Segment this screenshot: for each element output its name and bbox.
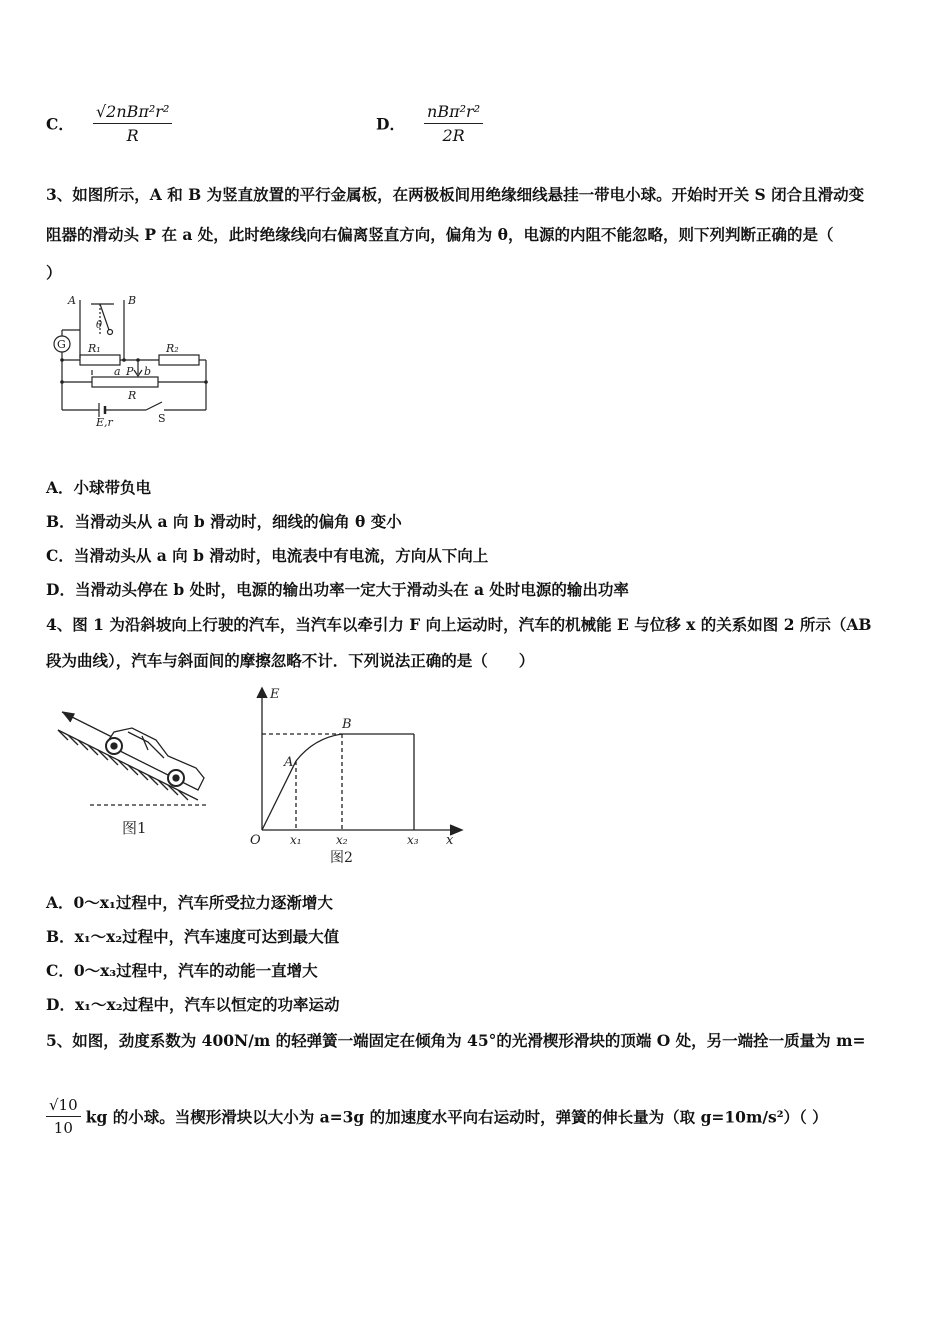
- q2-option-d-numerator: nBπ²r²: [424, 102, 483, 124]
- q2-option-c-numerator: √2nBπ²r²: [93, 102, 172, 124]
- graph-curve-ab: [296, 734, 342, 761]
- q4-figure-1-caption: 图1: [122, 819, 147, 837]
- circuit-label-theta: θ: [96, 320, 103, 331]
- q4-option-d: D．x₁～x₂过程中，汽车以恒定的功率运动: [46, 995, 340, 1014]
- q3-stem-line-2: 阻器的滑动头 P 在 a 处，此时绝缘线向右偏离竖直方向，偏角为 θ，电源的内阻不能忽略，则下列判断正确的是（: [46, 225, 834, 244]
- q4-stem-line-2: 段为曲线），汽车与斜面间的摩擦忽略不计．下列说法正确的是（ ）: [46, 651, 535, 670]
- q4-stem-line-1: 4、图 1 为沿斜坡向上行驶的汽车，当汽车以牵引力 F 向上运动时，汽车的机械能 E 与位移 x 的关系如图 2 所示（AB: [46, 615, 872, 634]
- q4-figure-2-caption: 图2: [330, 850, 353, 866]
- graph-segment-oa: [262, 761, 296, 830]
- circuit-label-a: a: [114, 365, 121, 378]
- q5-mass-fraction-denominator: 10: [53, 1119, 73, 1137]
- circuit-label-b-plate: B: [128, 294, 137, 307]
- graph-label-e: E: [270, 687, 280, 702]
- circuit-label-b: b: [144, 365, 152, 378]
- q5-stem-line-2: kg 的小球。当楔形滑块以大小为 a=3g 的加速度水平向右运动时，弹簧的伸长量为（取 g=10m/s²）（ ）: [85, 1107, 828, 1127]
- graph-label-x1: x₁: [290, 833, 302, 847]
- circuit-label-r1: R₁: [88, 342, 101, 355]
- q2-option-c-label: C．: [46, 114, 74, 134]
- q3-stem-line-3: ）: [46, 263, 62, 282]
- graph-label-x2: x₂: [336, 833, 348, 847]
- q3-stem-line-1: 3、如图所示，A 和 B 为竖直放置的平行金属板，在两极板间用绝缘细线悬挂一带电小球。开始时开关 S 闭合且滑动变: [46, 185, 865, 204]
- graph-label-x3: x₃: [407, 833, 419, 847]
- q5-mass-line: [46, 1096, 828, 1137]
- q2-option-c-fraction: [93, 102, 172, 145]
- q2-option-d-label: D．: [376, 114, 405, 134]
- circuit-label-g: G: [57, 338, 66, 351]
- q5-mass-fraction-numerator: √10: [46, 1096, 81, 1117]
- circuit-label-er: E,r: [96, 416, 113, 429]
- circuit-label-r2: R₂: [166, 342, 179, 355]
- q3-option-b: B．当滑动头从 a 向 b 滑动时，细线的偏角 θ 变小: [46, 512, 402, 531]
- circuit-label-s: S: [158, 412, 166, 425]
- q2-option-d-fraction: [424, 102, 483, 145]
- q4-option-b: B．x₁～x₂过程中，汽车速度可达到最大值: [46, 927, 340, 946]
- circuit-label-a-plate: A: [68, 294, 76, 307]
- q2-option-c-denominator: R: [126, 126, 139, 145]
- circuit-label-r: R: [128, 389, 137, 402]
- q4-figure-2-energy-graph: [242, 682, 472, 867]
- q3-option-d: D．当滑动头停在 b 处时，电源的输出功率一定大于滑动头在 a 处时电源的输出功率: [46, 580, 629, 599]
- graph-label-b: B: [342, 717, 352, 732]
- circuit-label-p: P: [126, 365, 134, 378]
- q5-mass-fraction: [46, 1096, 81, 1137]
- q3-option-a: A．小球带负电: [46, 478, 152, 497]
- q2-option-d: [376, 102, 483, 145]
- graph-label-a: A: [284, 755, 294, 770]
- q4-option-c: C．0～x₃过程中，汽车的动能一直增大: [46, 961, 318, 980]
- q4-option-a: A．0～x₁过程中，汽车所受拉力逐渐增大: [46, 893, 333, 912]
- graph-label-x: x: [446, 833, 454, 848]
- q4-figure-1-car-on-slope: [48, 700, 218, 845]
- q3-circuit-diagram: [44, 290, 214, 430]
- graph-label-o: O: [250, 833, 261, 848]
- q2-option-d-denominator: 2R: [442, 126, 465, 145]
- q3-option-c: C．当滑动头从 a 向 b 滑动时，电流表中有电流，方向从下向上: [46, 546, 489, 565]
- q2-option-c: [46, 102, 172, 145]
- q5-stem-line-1: 5、如图，劲度系数为 400N/m 的轻弹簧一端固定在倾角为 45°的光滑楔形滑块的顶端 O 处，另一端拴一质量为 m=: [46, 1031, 866, 1050]
